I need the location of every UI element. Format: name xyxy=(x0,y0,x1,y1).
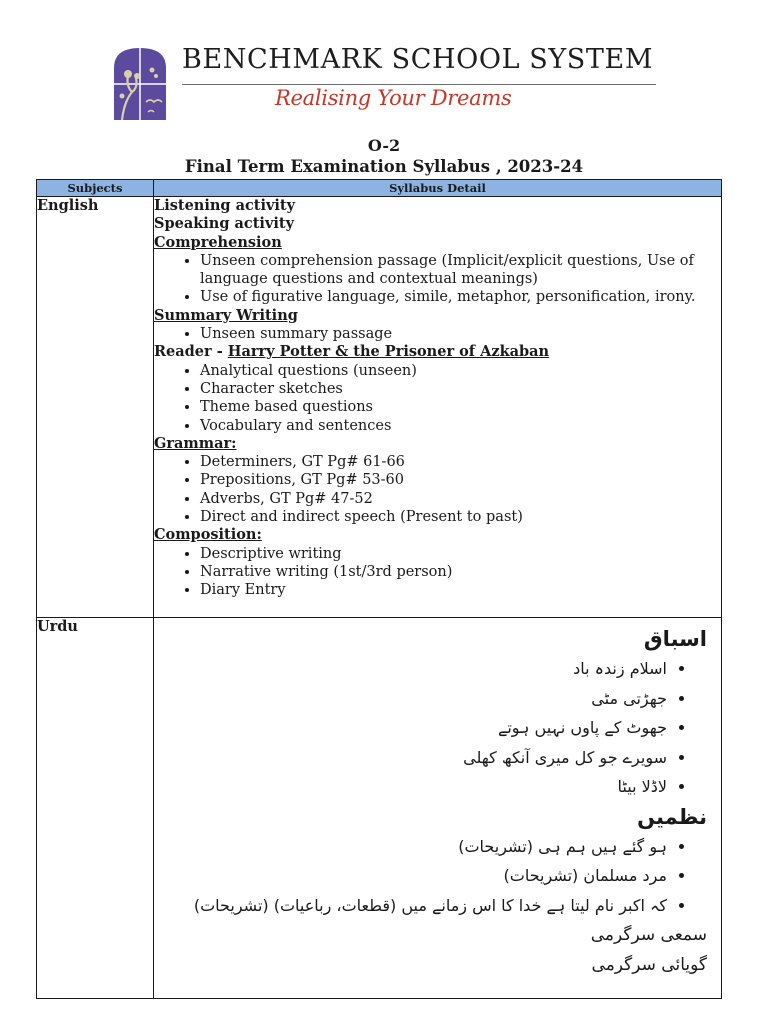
list-item: • Unseen comprehension passage (Implicit/explicit questions, Use of language questions and contextual meanings) xyxy=(200,252,721,289)
list-item: • Unseen summary passage xyxy=(200,325,721,343)
urdu-lessons-list xyxy=(154,654,707,802)
urdu-poems-list xyxy=(154,832,707,921)
list-item: • Theme based questions xyxy=(200,398,721,416)
list-item: • Direct and indirect speech (Present to past) xyxy=(200,508,721,526)
list-item: • ہو گئے ہیں ہم ہی (تشریحات) xyxy=(154,832,667,862)
summary-heading: Summary Writing xyxy=(154,306,298,324)
list-item: • Adverbs, GT Pg# 47-52 xyxy=(200,490,721,508)
english-syllabus-detail xyxy=(154,197,722,618)
listening-activity: Listening activity xyxy=(154,197,296,214)
school-tagline: Realising Your Dreams xyxy=(275,86,512,110)
comprehension-heading: Comprehension xyxy=(154,233,282,251)
exam-title: Final Term Examination Syllabus , 2023-24 xyxy=(184,157,584,176)
list-item: • Descriptive writing xyxy=(200,545,721,563)
list-item: • Narrative writing (1st/3rd person) xyxy=(200,563,721,581)
reader-title: Harry Potter & the Prisoner of Azkaban xyxy=(227,343,550,361)
header-syllabus-detail: Syllabus Detail xyxy=(154,180,722,197)
grammar-heading: Grammar: xyxy=(154,434,237,452)
list-item: • Use of figurative language, simile, metaphor, personification, irony. xyxy=(200,288,721,306)
table-row-urdu xyxy=(37,618,722,999)
school-logo-icon xyxy=(110,46,170,120)
urdu-lessons-heading: اسباق xyxy=(643,627,707,651)
list-item: • Analytical questions (unseen) xyxy=(200,362,721,380)
class-title: O-2 xyxy=(367,136,401,155)
composition-list xyxy=(154,545,721,600)
page-header xyxy=(0,0,768,130)
comprehension-list xyxy=(154,252,721,307)
list-item: • جھوٹ کے پاوں نہیں ہوتے xyxy=(154,713,667,743)
school-name: BENCHMARK SCHOOL SYSTEM xyxy=(182,44,654,75)
summary-list xyxy=(154,325,721,343)
list-item: • سویرے جو کل میری آنکھ کھلی xyxy=(154,743,667,773)
urdu-listening-activity: سمعی سرگرمی xyxy=(590,925,707,945)
table-header-row xyxy=(37,180,722,197)
list-item: • اسلام زندہ باد xyxy=(154,654,667,684)
grammar-list xyxy=(154,453,721,526)
list-item: • Prepositions, GT Pg# 53-60 xyxy=(200,471,721,489)
urdu-syllabus-detail xyxy=(154,618,722,999)
list-item: • جھڑتی مٹی xyxy=(154,684,667,714)
reader-list xyxy=(154,362,721,435)
list-item: • Determiners, GT Pg# 61-66 xyxy=(200,453,721,471)
urdu-speaking-activity: گویائی سرگرمی xyxy=(591,955,707,975)
table-row-english xyxy=(37,197,722,618)
subject-english: English xyxy=(37,197,154,618)
urdu-poems-heading: نظمیں xyxy=(637,804,707,829)
list-item: • کہ اکبر نام لیتا ہے خدا کا اس زمانے میں (قطعات، رباعیات) (تشریحات) xyxy=(154,891,667,921)
composition-heading: Composition: xyxy=(154,526,262,544)
list-item: • لاڈلا بیٹا xyxy=(154,772,667,802)
header-subjects: Subjects xyxy=(37,180,154,197)
list-item: • Diary Entry xyxy=(200,581,721,599)
reader-heading xyxy=(154,343,721,361)
list-item: • Vocabulary and sentences xyxy=(200,417,721,435)
urdu-content xyxy=(154,618,721,980)
subject-urdu: Urdu xyxy=(37,618,154,999)
reader-prefix: Reader - xyxy=(154,343,228,361)
syllabus-table xyxy=(36,179,722,999)
list-item: • مرد مسلمان (تشریحات) xyxy=(154,861,667,891)
speaking-activity: Speaking activity xyxy=(154,215,295,233)
header-divider xyxy=(182,84,656,85)
list-item: • Character sketches xyxy=(200,380,721,398)
